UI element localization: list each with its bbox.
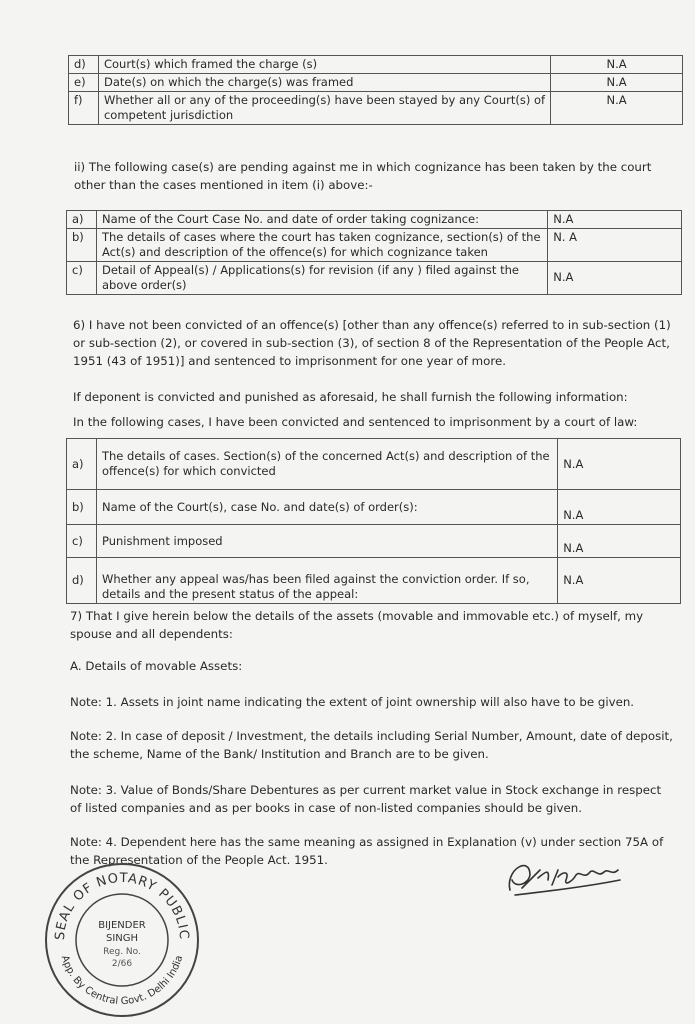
row-label: b) (67, 490, 97, 525)
row-description: Date(s) on which the charge(s) was framed (98, 74, 550, 92)
note-4: Note: 4. Dependent here has the same meaning as assigned in Explanation (v) under section 75A of the Representation of the People Act. 1951. (70, 835, 664, 867)
charges-table (68, 55, 683, 125)
row-label: d) (69, 56, 99, 74)
row-description: Punishment imposed (96, 525, 557, 558)
table-row (67, 558, 681, 604)
table-row (67, 525, 681, 558)
table-row (69, 74, 683, 92)
table-row (67, 211, 682, 229)
row-value: N.A (558, 490, 681, 525)
table-row (67, 262, 682, 295)
note-3: Note: 3. Value of Bonds/Share Debentures as per current market value in Stock exchange in respect of listed companies and as per books in case of non-listed companies should be given. (70, 783, 662, 815)
row-label: c) (67, 262, 97, 295)
row-description: Detail of Appeal(s) / Applications(s) for revision (if any ) filed against the above order(s) (96, 262, 547, 295)
table-row (69, 56, 683, 74)
seal-bottom-text: App. By Central Govt. Delhi India (58, 954, 186, 1008)
row-label: b) (67, 229, 97, 262)
seal-number: 2/66 (111, 959, 133, 969)
row-description: Court(s) which framed the charge (s) (98, 56, 550, 74)
table-row (69, 92, 683, 125)
row-description: The details of cases. Section(s) of the concerned Act(s) and description of the offence(s) for which convicted (96, 439, 557, 490)
row-value: N.A (558, 558, 681, 604)
row-description: Name of the Court(s), case No. and date(s) of order(s): (96, 490, 557, 525)
table-row (67, 490, 681, 525)
following-cases-paragraph: In the following cases, I have been convicted and sentenced to imprisonment by a court of law: (73, 415, 638, 429)
table-row (67, 439, 681, 490)
row-description: Whether all or any of the proceeding(s) have been stayed by any Court(s) of competent jurisdiction (98, 92, 550, 125)
row-value: N.A (551, 92, 683, 125)
table-row (67, 229, 682, 262)
row-description: Name of the Court Case No. and date of order taking cognizance: (96, 211, 547, 229)
row-label: a) (67, 439, 97, 490)
convictions-table (66, 438, 681, 604)
row-label: f) (69, 92, 99, 125)
pending-cases-table (66, 210, 682, 295)
pending-cases-intro: ii) The following case(s) are pending against me in which cognizance has been taken by the court other than the cases mentioned in item (i) above:- (74, 160, 652, 192)
row-description: Whether any appeal was/has been filed against the conviction order. If so, details and the present status of the appeal: (96, 558, 557, 604)
row-value: N.A (558, 439, 681, 490)
not-convicted-paragraph: 6) I have not been convicted of an offence(s) [other than any offence(s) referred to in sub-section (1) or sub-section (2), or covered in sub-section (3), of section 8 of the Representation of the People Act, 1951 (43 of 1951)] and sentenced to imprisonment for one year of more. (73, 318, 671, 368)
note-2: Note: 2. In case of deposit / Investment, the details including Serial Number, Amount, date of deposit, the scheme, Name of the Bank/ Institution and Branch are to be given. (70, 729, 673, 761)
row-value: N.A (558, 525, 681, 558)
assets-paragraph: 7) That I give herein below the details of the assets (movable and immovable etc.) of myself, my spouse and all dependents: (70, 609, 644, 641)
row-label: e) (69, 74, 99, 92)
row-value: N.A (551, 74, 683, 92)
row-description: The details of cases where the court has taken cognizance, section(s) of the Act(s) and description of the offence(s) for which cognizance taken (96, 229, 547, 262)
row-value: N. A (548, 229, 682, 262)
row-label: c) (67, 525, 97, 558)
row-label: a) (67, 211, 97, 229)
signature (500, 850, 630, 900)
row-value: N.A (548, 211, 682, 229)
note-1: Note: 1. Assets in joint name indicating the extent of joint ownership will also have to be given. (70, 695, 635, 709)
seal-name-1: BIJENDER (98, 920, 146, 931)
notary-seal (42, 860, 202, 1020)
seal-name-2: SINGH (105, 933, 139, 944)
seal-reg: Reg. No. (103, 947, 141, 957)
row-label: d) (67, 558, 97, 604)
seal-ring-text: SEAL OF NOTARY PUBLIC (52, 870, 192, 941)
row-value: N.A (551, 56, 683, 74)
movable-assets-heading: A. Details of movable Assets: (70, 659, 243, 673)
deponent-paragraph: If deponent is convicted and punished as aforesaid, he shall furnish the following information: (73, 390, 628, 404)
row-value: N.A (548, 262, 682, 295)
